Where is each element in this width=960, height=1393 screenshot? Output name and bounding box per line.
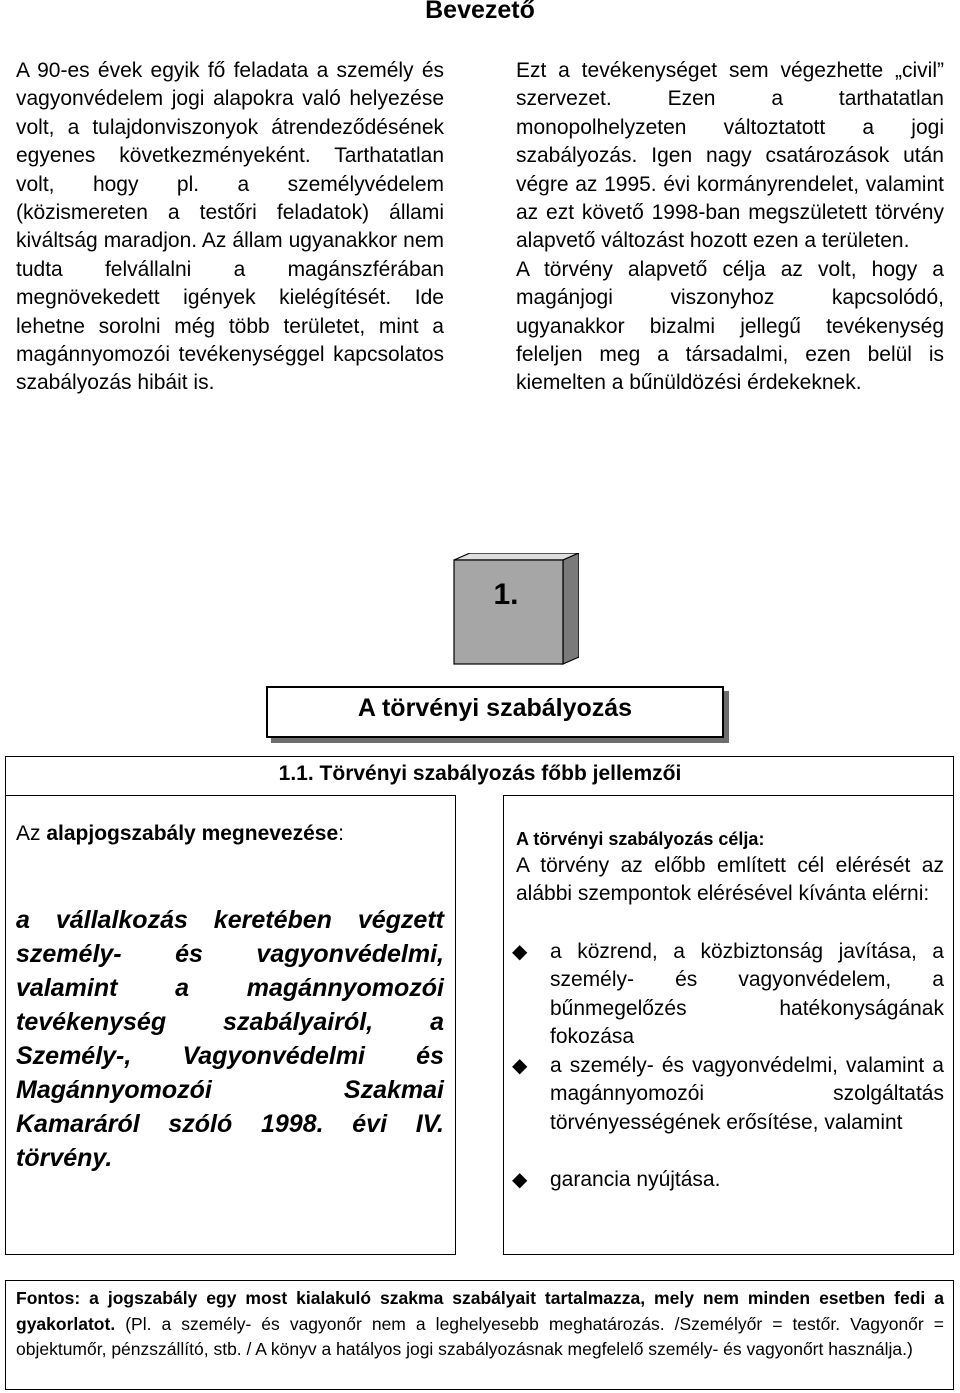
intro-right-paragraph-2: A törvény alapvető célja az volt, hogy a magánjogi viszonyhoz kapcsolódó, ugyanakkor bizalmi jellegű tevékenység feleljen meg a társadalmi, ezen belül is kiemelten a bűnüldözési érdekeknek.	[516, 257, 944, 395]
cube-front-face	[454, 560, 563, 664]
purpose-bullet-item	[512, 1166, 944, 1194]
section-title: A törvényi szabályozás	[357, 694, 633, 722]
cube-side-face	[563, 553, 579, 664]
purpose-bullet-item	[512, 938, 944, 1052]
law-name-label-prefix: Az	[16, 822, 47, 845]
purpose-intro: A törvény az előbb említett cél elérését az alábbi szempontok elérésével kívánta elérni:	[516, 854, 944, 906]
intro-right-column	[516, 57, 944, 398]
chapter-number: 1.	[493, 578, 519, 611]
page-header-title: Bevezető	[425, 0, 535, 24]
note-normal-text: (Pl. a személy- és vagyonőr nem a leghelyesebb meghatározás. /Személyőr = testőr. Vagyonőr = objektumőr, pénzszállító, stb. / A könyv a hatályos jogi szabályozásnak megfelelő személy- és vagyonőrt használja.)	[16, 1313, 944, 1359]
law-name-label-suffix: :	[338, 822, 344, 845]
note-text	[16, 1286, 944, 1363]
diamond-bullet-icon: ◆	[512, 941, 528, 963]
purpose-bullet-text: garancia nyújtása.	[550, 1168, 721, 1191]
note-bold-text: Fontos: a jogszabály egy most kialakuló szakma szabályait tartalmazza, mely nem minden esetben fedi a gyakorlatot.	[16, 1288, 944, 1334]
purpose-bullet-text: a közrend, a közbiztonság javítása, a személy- és vagyonvédelem, a bűnmegelőzés hatékonyságának fokozása	[550, 940, 944, 1049]
intro-left-paragraph: A 90-es évek egyik fő feladata a személy és vagyonvédelem jogi alapokra való helyezése volt, a tulajdonviszonyok átrendeződésének egyenes következményeként. Tarthatatlan volt, hogy pl. a személyvédelem (közismereten a testőri feladatok) állami kiváltság maradjon. Az állam ugyanakkor nem tudta felvállalni a magánszférában megnövekedett igények kielégítését. Ide lehetne sorolni még több területet, mint a magánnyomozói tevékenységgel kapcsolatos szabályozás hibáit is.	[16, 59, 444, 395]
intro-right-paragraph-1: Ezt a tevékenységet sem végezhette „civil” szervezet. Ezen a tarthatatlan monopolhelyzeten változtatott a jogi szabályozás. Igen nagy csatározások után végre az 1995. évi kormányrendelet, valamint az ezt követő 1998-ban megszületett törvény alapvető változást hozott ezen a területen.	[516, 59, 944, 253]
purpose-heading: A törvényi szabályozás célja:	[516, 829, 765, 849]
subsection-frame-top	[5, 756, 954, 757]
law-name-label-bold: alapjogszabály megnevezése	[46, 822, 339, 845]
purpose-bullet-item	[512, 1052, 944, 1137]
subsection-title: 1.1. Törvényi szabályozás főbb jellemzői	[278, 762, 682, 785]
cube-top-face	[454, 553, 579, 560]
purpose-bullet-text: a személy- és vagyonvédelmi, valamint a magánnyomozói szolgáltatás törvényességének erősítése, valamint	[550, 1054, 944, 1134]
diamond-bullet-icon: ◆	[512, 1169, 528, 1191]
law-title: a vállalkozás keretében végzett személy- és vagyonvédelmi, valamint a magánnyomozói tevékenység szabályairól, a Személy-, Vagyonvédelmi és Magánnyomozói Szakmai Kamaráról szóló 1998. évi IV. törvény.	[16, 906, 444, 1172]
chapter-cube-graphic	[447, 553, 579, 680]
law-name-label	[16, 822, 344, 846]
diamond-bullet-icon: ◆	[512, 1055, 528, 1077]
